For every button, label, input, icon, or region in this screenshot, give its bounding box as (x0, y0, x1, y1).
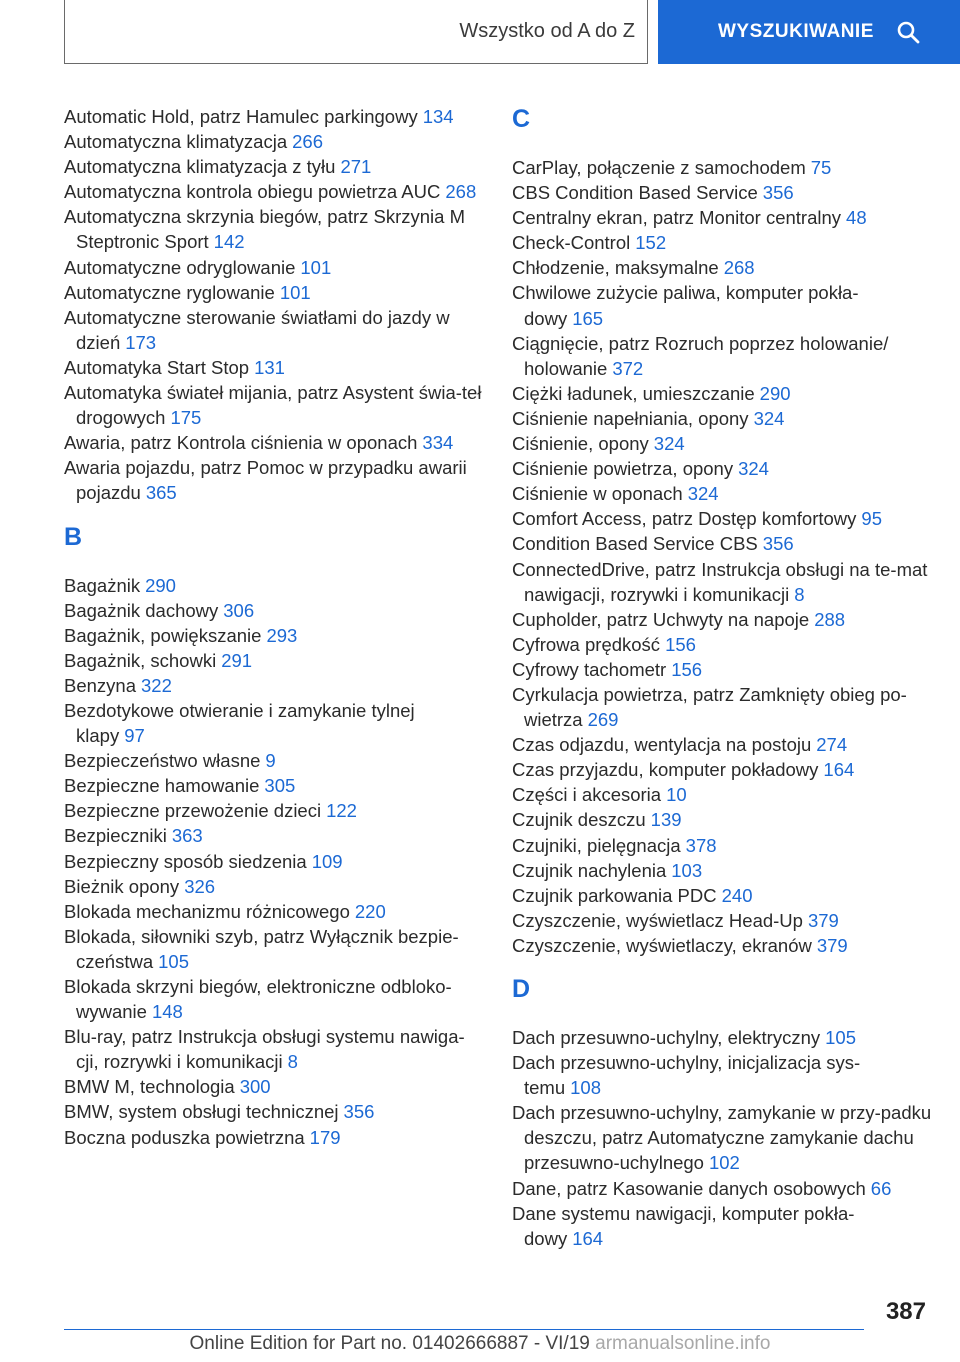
page-link[interactable]: 378 (685, 834, 717, 856)
index-entry-text: Chłodzenie, maksymalne (512, 257, 719, 279)
page-link[interactable]: 288 (814, 608, 846, 630)
page-link[interactable]: 9 (265, 750, 276, 772)
index-entry (512, 531, 932, 556)
index-entry-text: Blokada, siłowniki szyb, patrz Wyłącznik bezpie‐czeństwa (64, 925, 459, 972)
page-link[interactable]: 300 (239, 1076, 271, 1098)
page-number: 387 (885, 1298, 926, 1325)
page-link[interactable]: 10 (666, 784, 687, 806)
index-entry (512, 557, 932, 607)
index-entry (512, 682, 932, 732)
index-entry (64, 598, 484, 623)
index-entry (512, 1025, 932, 1050)
search-tab[interactable] (658, 0, 960, 64)
index-entry (64, 455, 484, 505)
index-entry (64, 673, 484, 698)
index-entry (512, 657, 932, 682)
index-entry-text: Automatic Hold, patrz Hamulec parkingowy (64, 106, 418, 127)
page-link[interactable]: 102 (708, 1152, 740, 1174)
index-tab-label: Wszystko od A do Z (459, 20, 635, 42)
page-link[interactable]: 152 (635, 232, 667, 254)
index-entry (64, 924, 484, 974)
index-entry-text: Dane, patrz Kasowanie danych osobowych (512, 1177, 866, 1199)
index-entry (64, 430, 484, 455)
index-entry-text: Automatyka Start Stop (64, 356, 250, 378)
page-link[interactable]: 268 (723, 257, 755, 279)
page-link[interactable]: 134 (422, 106, 454, 127)
index-entry-text: Bezdotykowe otwieranie i zamykanie tylnej klapy (64, 699, 415, 747)
index-entry-text: Bagażnik (64, 574, 141, 596)
index-entry-text: Czyszczenie, wyświetlaczy, ekranów (512, 934, 812, 956)
index-entry (64, 573, 484, 598)
page-link[interactable]: 268 (445, 181, 477, 203)
page-link[interactable]: 363 (171, 825, 203, 847)
index-entry-text: Bezpieczny sposób siedzenia (64, 850, 307, 872)
index-entry-text: Dach przesuwno-uchylny, elektryczny (512, 1027, 821, 1048)
index-entry (64, 623, 484, 648)
index-entry (512, 1176, 932, 1201)
page-link[interactable]: 356 (762, 182, 794, 204)
index-entry-text: Condition Based Service CBS (512, 533, 758, 555)
index-entry (512, 456, 932, 481)
index-entry (512, 1201, 932, 1251)
page-link[interactable]: 105 (158, 950, 189, 972)
index-entry-text: Blokada skrzyni biegów, elektroniczne odbloko‐wywanie (64, 976, 452, 1023)
index-entry-text: Bezpieczniki (64, 825, 167, 847)
index-entry (64, 179, 484, 204)
search-icon (896, 20, 920, 44)
index-entry-text: Bagażnik dachowy (64, 599, 219, 621)
index-entry (512, 155, 932, 180)
index-entry-text: Czujnik deszczu (512, 809, 646, 831)
index-entry (512, 883, 932, 908)
page-link[interactable]: 220 (354, 900, 386, 922)
page-link[interactable]: 131 (254, 356, 285, 378)
page-link[interactable]: 105 (825, 1027, 856, 1048)
page-link[interactable]: 142 (213, 231, 245, 253)
page-link[interactable]: 103 (671, 859, 703, 881)
index-entry (512, 757, 932, 782)
index-entry (512, 280, 932, 330)
page-link[interactable]: 148 (151, 1001, 183, 1023)
page-link[interactable]: 322 (141, 674, 172, 696)
index-tab[interactable] (64, 0, 648, 64)
index-entry-text: Bezpieczeństwo własne (64, 750, 261, 772)
index-entry (64, 748, 484, 773)
page-link[interactable]: 324 (738, 458, 769, 480)
index-entry (512, 481, 932, 506)
page-link[interactable]: 379 (807, 909, 839, 931)
index-entry-text: Czujnik nachylenia (512, 859, 667, 881)
page-link[interactable]: 8 (287, 1051, 298, 1073)
index-entry (64, 104, 484, 129)
index-entry-text: Cupholder, patrz Uchwyty na napoje (512, 608, 810, 630)
page-link[interactable]: 173 (125, 331, 157, 353)
index-entry-text: Awaria, patrz Kontrola ciśnienia w oponach (64, 432, 418, 454)
index-entry (512, 255, 932, 280)
index-entry (64, 798, 484, 823)
index-entry-text: Bagażnik, powiększanie (64, 624, 262, 646)
index-entry (64, 1125, 484, 1150)
index-entry-text: BMW, system obsługi technicznej (64, 1101, 339, 1123)
page-link[interactable]: 290 (759, 382, 791, 404)
index-entry-text: Automatyczna skrzynia biegów, patrz Skrzynia M Steptronic Sport (64, 206, 465, 253)
section-letter: D (512, 975, 531, 1003)
page-link[interactable]: 109 (311, 850, 343, 872)
index-entry (512, 607, 932, 632)
index-entry (512, 230, 932, 255)
index-entry (64, 974, 484, 1024)
page-link[interactable]: 324 (653, 433, 685, 455)
footer-divider (64, 1329, 864, 1330)
index-entry (64, 305, 484, 355)
index-entry-text: ConnectedDrive, patrz Instrukcja obsługi na te‐mat nawigacji, rozrywki i komunikacji (512, 558, 928, 605)
index-entry (64, 1024, 484, 1074)
page-link[interactable]: 156 (665, 633, 696, 655)
index-entry-text: Czyszczenie, wyświetlacz Head-Up (512, 909, 803, 931)
index-entry (512, 858, 932, 883)
page-link[interactable]: 324 (753, 407, 785, 429)
index-entry-text: Ciśnienie w oponach (512, 483, 683, 505)
index-entry (512, 908, 932, 933)
search-tab-label: WYSZUKIWANIE (718, 21, 874, 42)
index-entry-text: Automatyczne ryglowanie (64, 281, 275, 303)
index-entry (512, 1100, 932, 1175)
index-entry (64, 154, 484, 179)
index-entry (64, 698, 484, 748)
index-entry-text: Cyrkulacja powietrza, patrz Zamknięty obieg po‐wietrza (512, 683, 907, 731)
index-entry (64, 899, 484, 924)
index-entry (64, 773, 484, 798)
index-entry (512, 1050, 932, 1100)
index-entry-text: Ciśnienie napełniania, opony (512, 407, 749, 429)
page-link[interactable]: 269 (587, 709, 619, 731)
page-link[interactable]: 165 (572, 307, 604, 329)
index-entry-text: Czas odjazdu, wentylacja na postoju (512, 734, 812, 756)
page-link[interactable]: 95 (861, 508, 882, 530)
index-column-right (512, 104, 932, 1251)
index-entry-text: Bezpieczne przewożenie dzieci (64, 800, 322, 822)
index-entry-text: Automatyczne sterowanie światłami do jazdy w dzień (64, 306, 450, 353)
index-entry (512, 406, 932, 431)
index-entry (512, 933, 932, 958)
index-entry-text: Automatyczna kontrola obiegu powietrza AUC (64, 181, 441, 203)
page-link[interactable]: 305 (264, 775, 296, 797)
top-navigation (0, 0, 960, 66)
index-entry-text: Bezpieczne hamowanie (64, 775, 260, 797)
watermark-text: armanualsonline.info (595, 1333, 771, 1354)
index-entry (512, 205, 932, 230)
index-entry (512, 381, 932, 406)
index-entry-text: Czujniki, pielęgnacja (512, 834, 681, 856)
page-link[interactable]: 356 (762, 533, 794, 555)
index-entry-text: Ciśnienie, opony (512, 433, 649, 455)
page-link[interactable]: 240 (721, 884, 753, 906)
page-link[interactable]: 97 (124, 725, 145, 747)
index-entry-text: Czujnik parkowania PDC (512, 884, 717, 906)
index-entry (64, 823, 484, 848)
index-entry (64, 874, 484, 899)
index-entry (64, 849, 484, 874)
index-entry (64, 204, 484, 254)
page-link[interactable]: 306 (223, 599, 255, 621)
page-link[interactable]: 101 (279, 281, 311, 303)
footer (0, 1333, 960, 1355)
index-entry (512, 331, 932, 381)
index-entry-text: Bieżnik opony (64, 875, 180, 897)
page-link[interactable]: 271 (340, 156, 372, 178)
page-link[interactable]: 164 (572, 1227, 604, 1249)
index-entry-text: Dach przesuwno-uchylny, zamykanie w przy‐padku deszczu, patrz Automatyczne zamykanie dachu przesuwno-uchylnego (512, 1102, 932, 1174)
index-entry-text: CBS Condition Based Service (512, 182, 758, 204)
index-entry (64, 280, 484, 305)
page-link[interactable]: 324 (687, 483, 719, 505)
index-entry-text: Ciągnięcie, patrz Rozruch poprzez holowanie/ holowanie (512, 332, 889, 379)
index-entry-text: Cyfrowy tachometr (512, 658, 667, 680)
index-entry-text: Automatyka świateł mijania, patrz Asystent świa‐teł drogowych (64, 382, 482, 429)
index-entry-text: Automatyczna klimatyzacja z tyłu (64, 156, 336, 178)
page-link[interactable]: 156 (671, 658, 703, 680)
index-entry-text: Ciężki ładunek, umieszczanie (512, 382, 755, 404)
page-link[interactable]: 266 (292, 131, 323, 153)
page-link[interactable]: 291 (221, 649, 253, 671)
index-entry (512, 833, 932, 858)
page-link[interactable]: 75 (810, 157, 832, 178)
index-entry-text: Dach przesuwno-uchylny, inicjalizacja sys‐temu (512, 1052, 861, 1099)
index-entry (64, 255, 484, 280)
index-entry-text: Automatyczne odryglowanie (64, 256, 296, 278)
index-entry (512, 431, 932, 456)
index-entry-text: Boczna poduszka powietrzna (64, 1126, 305, 1148)
index-entry-text: Części i akcesoria (512, 784, 662, 806)
page-link[interactable]: 101 (300, 256, 332, 278)
page-link[interactable]: 274 (816, 734, 848, 756)
page-link[interactable]: 290 (145, 574, 176, 596)
index-entry-text: Comfort Access, patrz Dostęp komfortowy (512, 508, 857, 530)
page-link[interactable]: 334 (422, 432, 454, 454)
page-link[interactable]: 365 (145, 482, 177, 504)
index-entry (64, 648, 484, 673)
index-entry-text: Bagażnik, schowki (64, 649, 217, 671)
index-entry (512, 732, 932, 757)
index-entry-text: Automatyczna klimatyzacja (64, 131, 288, 153)
index-entry-text: Centralny ekran, patrz Monitor centralny (512, 207, 842, 229)
index-entry (512, 506, 932, 531)
page-link[interactable]: 139 (650, 809, 682, 831)
page-link[interactable]: 122 (326, 800, 357, 822)
index-entry-text: Chwilowe zużycie paliwa, komputer pokła‐dowy (512, 282, 859, 329)
index-entry (512, 632, 932, 657)
page-link[interactable]: 8 (794, 583, 805, 605)
page-link[interactable]: 175 (170, 407, 202, 429)
index-entry (64, 1074, 484, 1099)
index-entry-text: Blokada mechanizmu różnicowego (64, 900, 350, 922)
index-entry-text: Ciśnienie powietrza, opony (512, 458, 734, 480)
index-entry (64, 1099, 484, 1124)
index-entry (64, 129, 484, 154)
page-link[interactable]: 66 (870, 1177, 892, 1199)
page-link[interactable]: 179 (309, 1126, 341, 1148)
page-link[interactable]: 356 (343, 1101, 375, 1123)
index-entry-text: Czas przyjazdu, komputer pokładowy (512, 759, 819, 781)
page-link[interactable]: 379 (816, 934, 848, 956)
index-entry-text: Check-Control (512, 232, 631, 254)
section-letter: C (512, 105, 531, 133)
page-link[interactable]: 293 (266, 624, 298, 646)
section-letter: B (64, 522, 83, 551)
index-entry-text: BMW M, technologia (64, 1076, 235, 1098)
edition-text: Online Edition for Part no. 01402666887 - VI/19 (189, 1333, 590, 1354)
index-entry-text: Benzyna (64, 674, 136, 696)
index-entry-text: Blu-ray, patrz Instrukcja obsługi systemu nawiga‐cji, rozrywki i komunikacji (64, 1026, 465, 1073)
page-link[interactable]: 108 (570, 1077, 602, 1099)
index-entry (64, 355, 484, 380)
index-entry (64, 380, 484, 430)
page-link[interactable]: 164 (823, 759, 855, 781)
index-entry (512, 180, 932, 205)
index-entry (512, 782, 932, 807)
index-column-left (64, 104, 484, 1150)
index-entry-text: Dane systemu nawigacji, komputer pokła‐dowy (512, 1202, 855, 1249)
index-entry-text: CarPlay, połączenie z samochodem (512, 157, 806, 178)
index-entry (512, 807, 932, 832)
index-entry-text: Cyfrowa prędkość (512, 633, 661, 655)
index-entry-text: Awaria pojazdu, patrz Pomoc w przypadku awarii pojazdu (64, 457, 467, 504)
page-link[interactable]: 48 (846, 207, 867, 229)
page-link[interactable]: 326 (184, 875, 216, 897)
page-link[interactable]: 372 (612, 357, 644, 379)
